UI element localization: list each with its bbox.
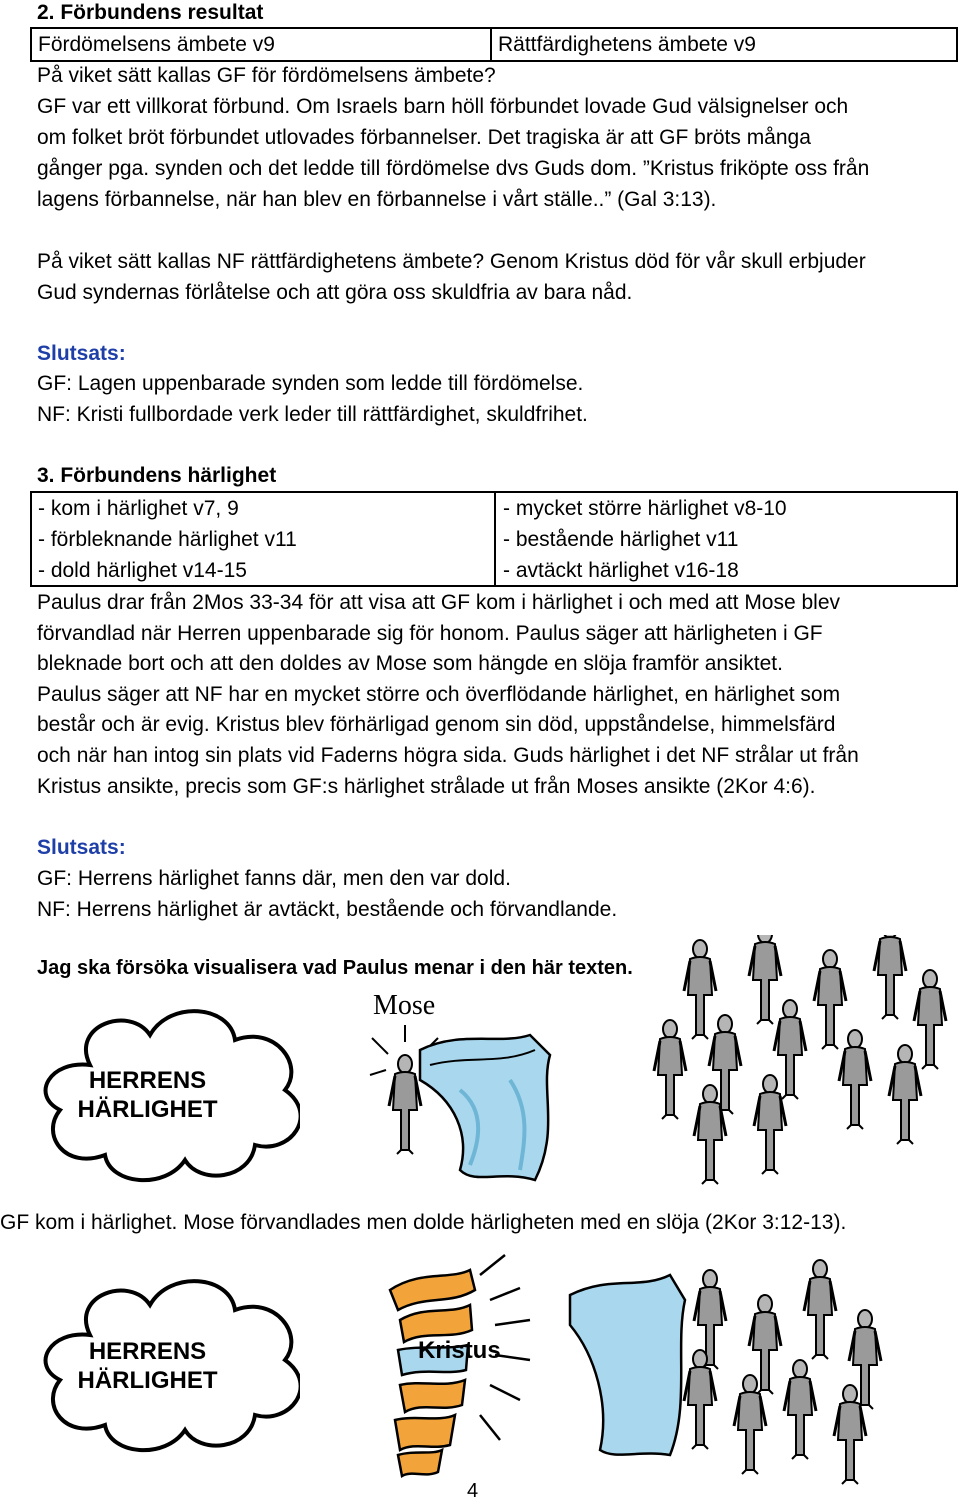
nf-paragraph-line-1 bbox=[37, 246, 866, 277]
illustration-caption: GF kom i härlighet. Mose förvandlades men dolde härligheten med en slöja (2Kor 3:12-13). bbox=[0, 1211, 847, 1234]
conclusion-label: Slutsats: bbox=[37, 342, 126, 365]
table-cell-old: - kom i härlighet v7, 9 bbox=[38, 497, 239, 520]
table-cell-new: - mycket större härlighet v8-10 bbox=[503, 497, 787, 520]
conclusion-label: Slutsats: bbox=[37, 836, 126, 859]
table-cell-old: Fördömelsens ämbete v9 bbox=[38, 33, 275, 56]
table-cell-new: - bestående härlighet v11 bbox=[503, 528, 739, 551]
conclusion-line: GF: Lagen uppenbarade synden som ledde till fördömelse. bbox=[37, 372, 584, 395]
visualization-intro: Jag ska försöka visualisera vad Paulus menar i den här texten. bbox=[37, 957, 633, 979]
conclusion-line: NF: Herrens härlighet är avtäckt, bestående och förvandlande. bbox=[37, 898, 618, 921]
section-2-heading: 2. Förbundens resultat bbox=[37, 1, 264, 24]
mose-figure-icon bbox=[389, 1055, 421, 1154]
cloud-label bbox=[60, 1066, 235, 1124]
text-line: om folket bröt förbundet utlovades förbannelser. Det tragiska är att GF bröts många bbox=[37, 126, 811, 149]
kristus-label: Kristus bbox=[418, 1337, 501, 1364]
text-line: På viket sätt kallas GF för fördömelsens ämbete? bbox=[37, 64, 496, 87]
mose-label: Mose bbox=[373, 990, 436, 1021]
veil-icon bbox=[420, 1035, 550, 1180]
text-line: gånger pga. synden och det ledde till fördömelse dvs Guds dom. ”Kristus friköpte oss från bbox=[37, 157, 870, 180]
text-line: GF var ett villkorat förbund. Om Israels barn höll förbundet lovade Gud välsignelser och bbox=[37, 95, 849, 118]
result-table bbox=[30, 27, 958, 62]
page-number: 4 bbox=[467, 1480, 479, 1502]
glory-table bbox=[30, 491, 958, 587]
nf-paragraph-line-2: Gud syndernas förlåtelse och att göra oss skuldfria av bara nåd. bbox=[37, 281, 633, 304]
text-line: Kristus ansikte, precis som GF:s härlighet strålade ut från Moses ansikte (2Kor 4:6). bbox=[37, 775, 816, 798]
conclusion-line: NF: Kristi fullbordade verk leder till rättfärdighet, skuldfrihet. bbox=[37, 403, 588, 426]
table-cell-old: - dold härlighet v14-15 bbox=[38, 559, 247, 582]
cloud-label-line: HÄRLIGHET bbox=[77, 1367, 218, 1394]
text-line: förvandlad när Herren uppenbarade sig för honom. Paulus säger att härligheten i GF bbox=[37, 622, 823, 645]
mose-with-veil-illustration bbox=[360, 1020, 560, 1190]
text-line: bleknade bort och att den doldes av Mose som hängde en slöja framför ansiktet. bbox=[37, 652, 783, 675]
cloud-label bbox=[60, 1337, 235, 1395]
cloud-label-line: HERRENS bbox=[88, 1338, 207, 1365]
cloud-label-line: HERRENS bbox=[88, 1067, 207, 1094]
nf-answer: Genom Kristus död för vår skull erbjuder bbox=[484, 250, 866, 273]
table-divider bbox=[490, 29, 492, 60]
israelites-crowd-1 bbox=[640, 935, 960, 1185]
israelites-crowd-2 bbox=[560, 1255, 900, 1495]
table-divider bbox=[494, 493, 496, 585]
section-3-heading: 3. Förbundens härlighet bbox=[37, 464, 277, 487]
conclusion-line: GF: Herrens härlighet fanns där, men den var dold. bbox=[37, 867, 511, 890]
cloud-label-line: HÄRLIGHET bbox=[77, 1096, 218, 1123]
text-line: Paulus drar från 2Mos 33-34 för att visa att GF kom i härlighet i och med att Mose blev bbox=[37, 591, 841, 614]
nf-question: På viket sätt kallas NF rättfärdighetens ämbete? bbox=[37, 250, 485, 273]
veil-icon bbox=[570, 1275, 685, 1455]
text-line: lagens förbannelse, när han blev en förbannelse i vårt ställe..” (Gal 3:13). bbox=[37, 188, 717, 211]
text-line: och när han intog sin plats vid Faderns högra sida. Guds härlighet i det NF strålar ut från bbox=[37, 744, 859, 767]
text-line: består och är evig. Kristus blev förhärligad genom sin död, uppståndelse, himmelsfärd bbox=[37, 713, 836, 736]
text-line: Paulus säger att NF har en mycket större och överflödande härlighet, en härlighet som bbox=[37, 683, 841, 706]
table-cell-new: Rättfärdighetens ämbete v9 bbox=[498, 33, 756, 56]
removed-veil-scroll-icon bbox=[390, 1270, 475, 1476]
table-cell-new: - avtäckt härlighet v16-18 bbox=[503, 559, 739, 582]
table-cell-old: - förbleknande härlighet v11 bbox=[38, 528, 297, 551]
